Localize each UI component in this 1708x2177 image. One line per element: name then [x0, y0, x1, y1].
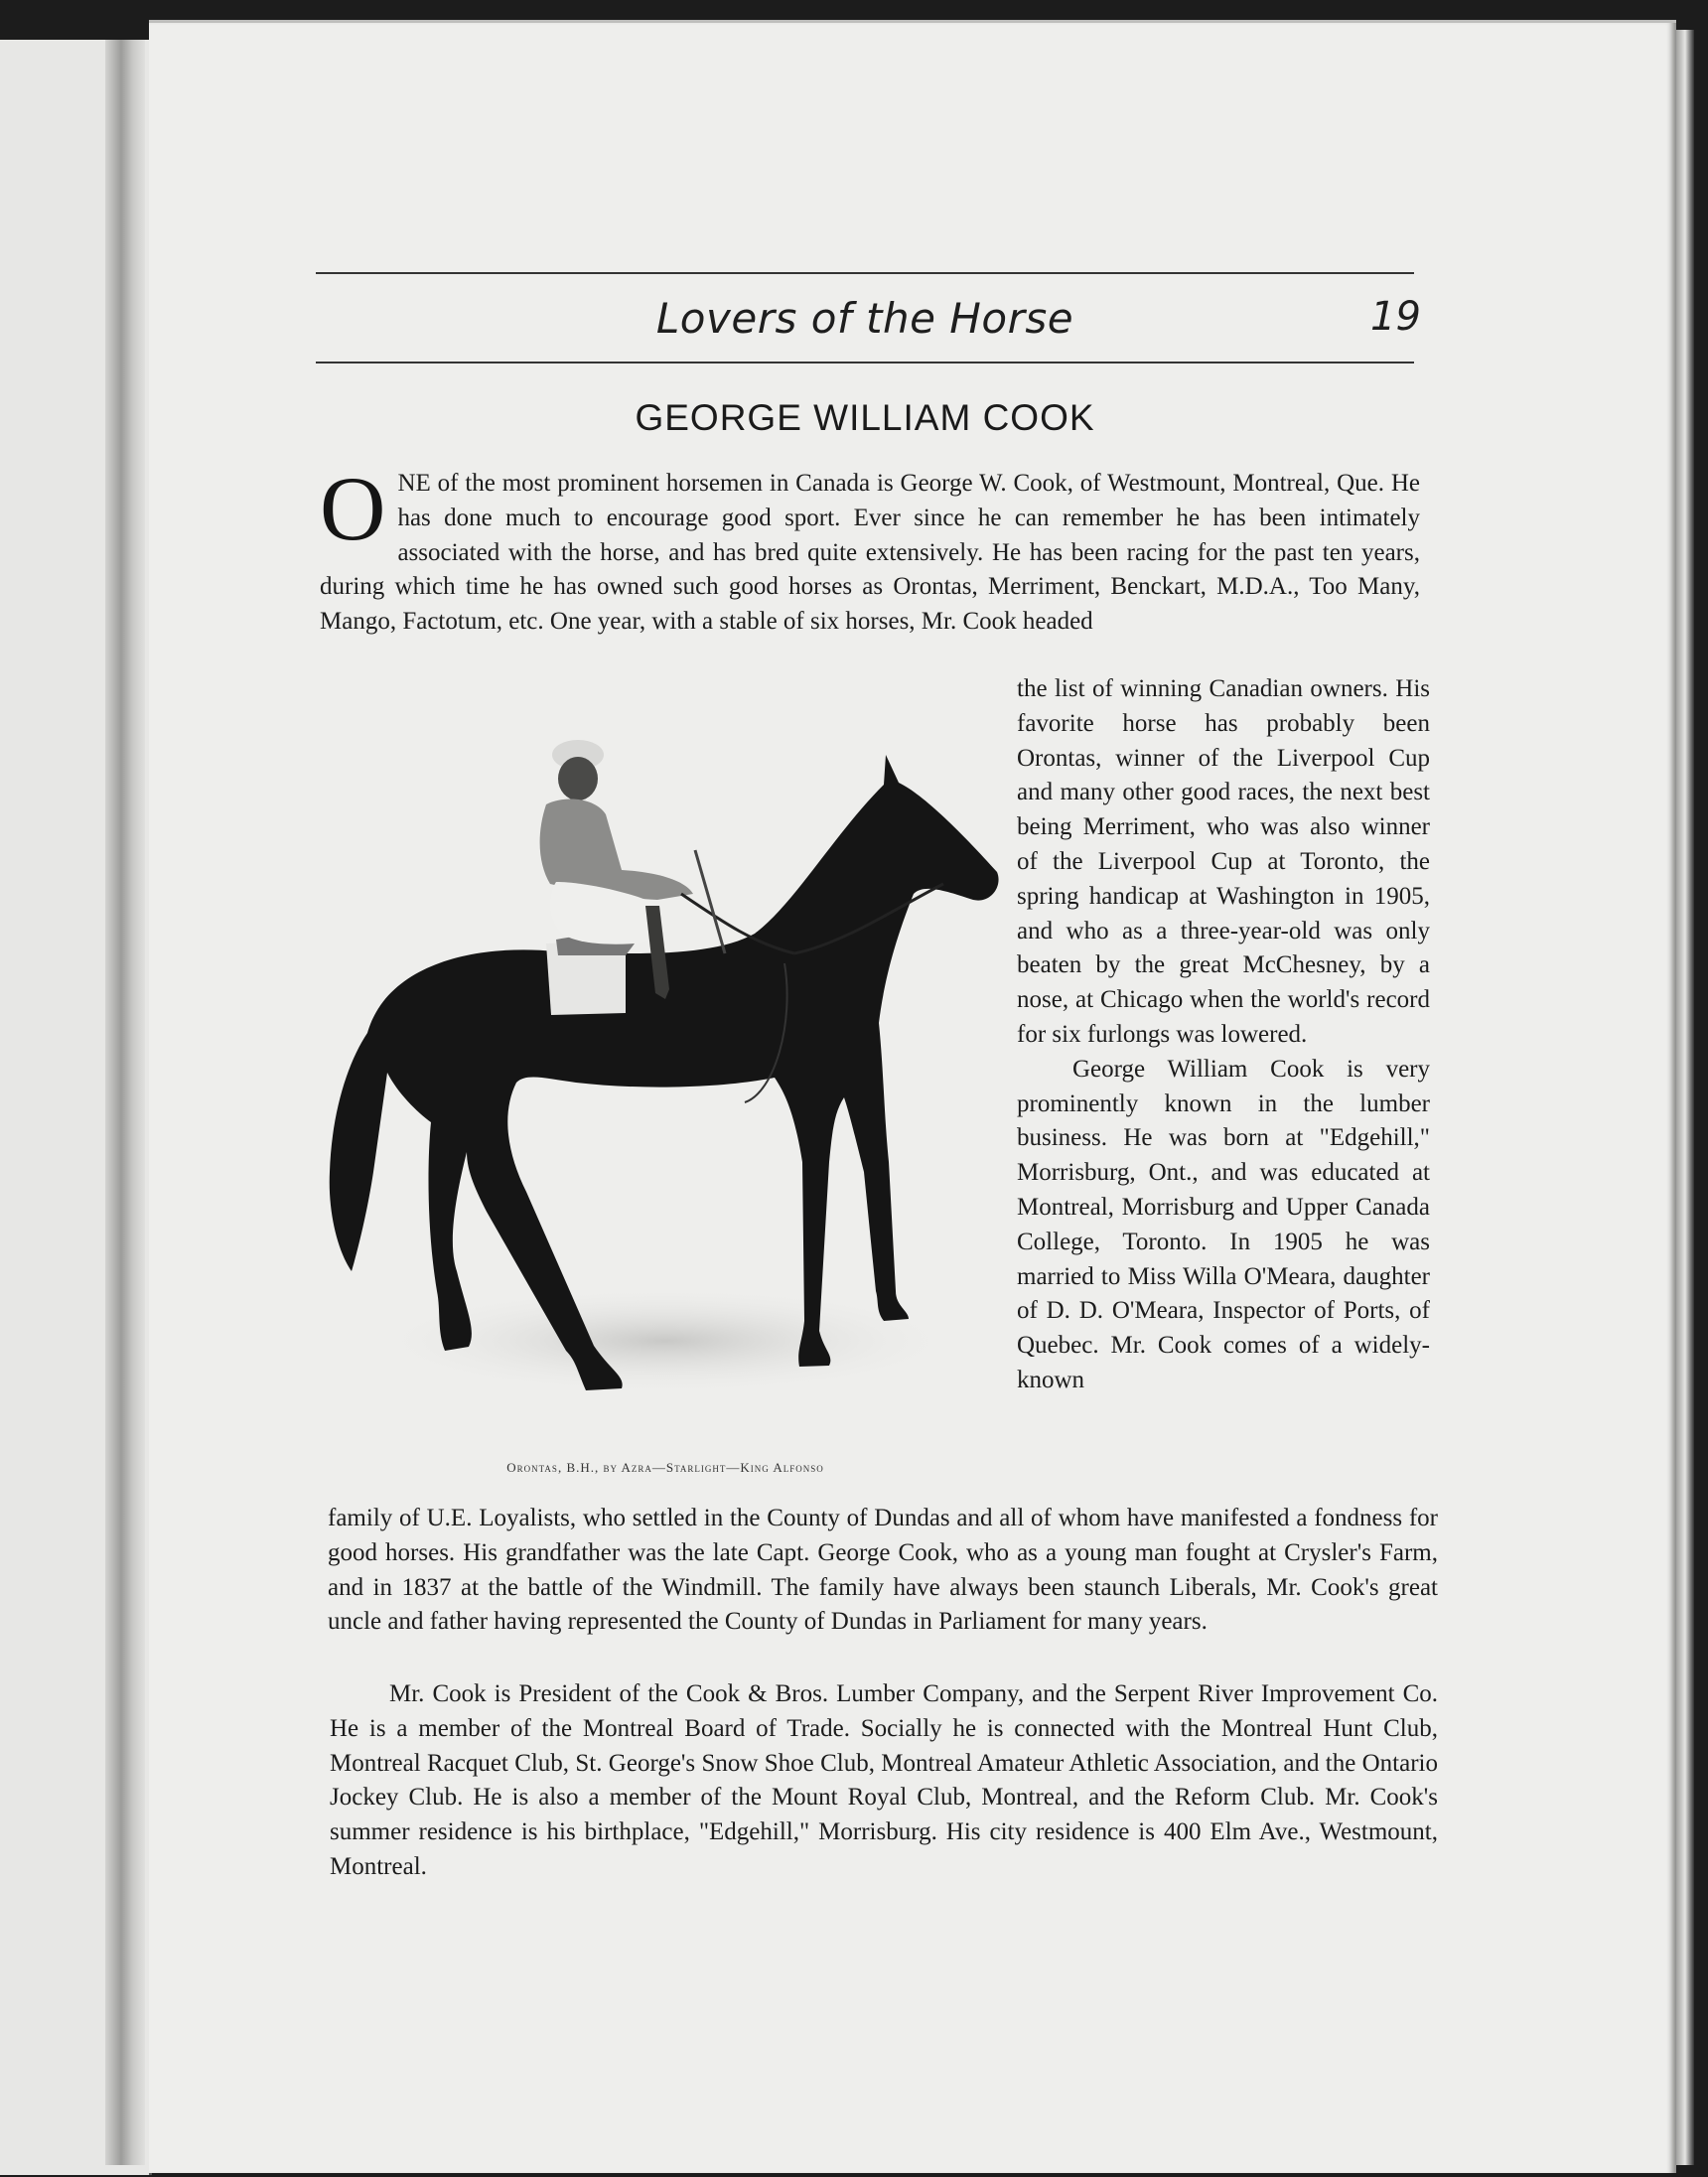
running-title: Lovers of the Horse — [655, 294, 1074, 343]
paragraph-1-continued: the list of winning Canadian owners. His favorite horse has probably been Orontas, winner of the Liverpool Cup and many other good races, the next best being Merriment, who was also winner of the Liverpool Cup at Toronto, the spring handicap at Washington in 1905, and who as a three-year-old was only beaten by the great McChesney, by a nose, at Chicago when the world's record for six furlongs was lowered. — [1017, 675, 1430, 1048]
photo-caption: Orontas, B.H., by Azra—Starlight—King Alfonso — [506, 1460, 824, 1475]
paragraph-2: George William Cook is very prominently known in the lumber business. He was born at "Edgehill," Morrisburg, Ont., and was educated at Montreal, Morrisburg and Upper Canada College, Toronto. In 1905 he was married to Miss Willa O'Meara, daughter of D. D. O'Meara, Inspector of Ports, of Quebec. Mr. Cook comes of a widely-known — [1017, 1055, 1430, 1393]
paragraph-1 — [320, 458, 1420, 640]
paragraph-1-text: NE of the most prominent horsemen in Canada is George W. Cook, of Westmount, Montreal, Que. He has done much to encourage good sport. Ever since he can remember he has been intimately associated with the horse, and has bred quite extensively. He has been racing for the past ten years, during which time he has owned such good horses as Orontas, Merriment, Benckart, M.D.A., Too Many, Mango, Factotum, etc. One year, with a stable of six horses, Mr. Cook headed — [320, 470, 1420, 636]
page-number: 19 — [1370, 294, 1421, 340]
horse-and-jockey-photo — [328, 695, 1003, 1410]
page-fore-edge — [1676, 30, 1694, 2165]
drop-cap: O — [320, 458, 386, 559]
photo-side-column — [1017, 672, 1430, 1398]
book-spine-gutter — [105, 40, 145, 2165]
article-heading: GEORGE WILLIAM COOK — [635, 397, 1095, 438]
paragraph-2-continued: family of U.E. Loyalists, who settled in the County of Dundas and all of whom have manifested a fondness for good horses. His grandfather was the late Capt. George Cook, who as a young man fought at Crysler's Farm, and in 1837 at the battle of the Windmill. The family have always been staunch Liberals, Mr. Cook's great uncle and father having represented the County of Dundas in Parliament for many years. — [328, 1505, 1438, 1636]
header-rule-top — [316, 272, 1414, 274]
paragraph-3: Mr. Cook is President of the Cook & Bros. Lumber Company, and the Serpent River Improvement Co. He is a member of the Montreal Board of Trade. Socially he is connected with the Montreal Hunt Club, Montreal Racquet Club, St. George's Snow Shoe Club, Montreal Amateur Athletic Association, and the Ontario Jockey Club. He is also a member of the Mount Royal Club, Montreal, and the Reform Club. Mr. Cook's summer residence is his birthplace, "Edgehill," Morrisburg. His city residence is 400 Elm Ave., Westmount, Montreal. — [330, 1680, 1438, 1880]
header-rule-bottom — [316, 362, 1414, 363]
